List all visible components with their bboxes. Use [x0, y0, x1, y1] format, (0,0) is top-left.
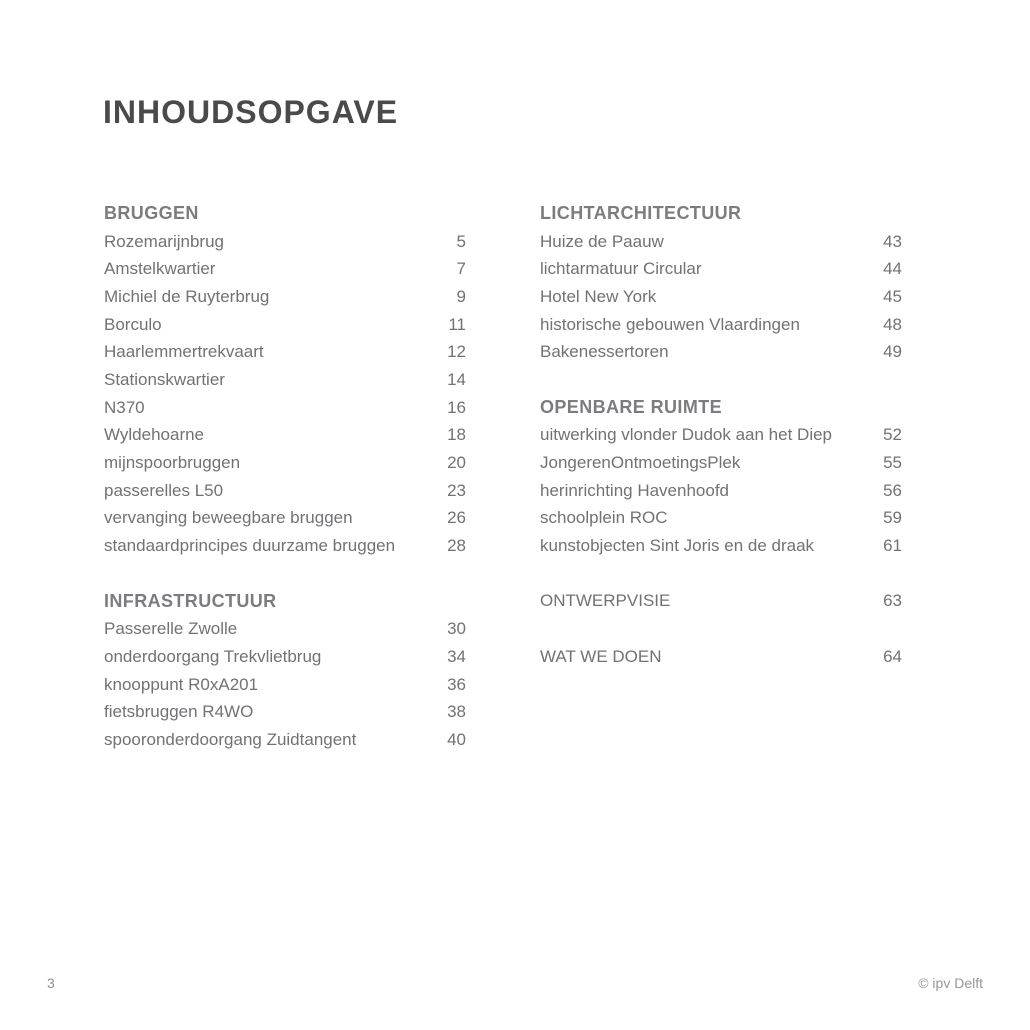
toc-entry[interactable] — [540, 422, 902, 450]
toc-entry[interactable] — [104, 338, 466, 366]
toc-column-right — [540, 200, 902, 671]
toc-entry-label: lichtarmatuur Circular — [540, 259, 702, 279]
toc-entry-label: passerelles L50 — [104, 480, 224, 500]
toc-entry-page: 20 — [447, 453, 466, 473]
toc-entry-label: spooronderdoorgang Zuidtangent — [104, 729, 357, 749]
toc-entry-label: vervanging beweegbare bruggen — [104, 508, 353, 528]
toc-entry-label: fietsbruggen R4WO — [104, 702, 254, 722]
toc-section-header: BRUGGEN — [104, 203, 199, 224]
toc-entry-page: 23 — [447, 480, 466, 500]
toc-section-header: LICHTARCHITECTUUR — [540, 203, 742, 224]
toc-entry-page: 59 — [883, 508, 902, 528]
toc-entry[interactable] — [540, 283, 902, 311]
toc-entry-page: 34 — [447, 646, 466, 666]
toc-entry[interactable] — [104, 726, 466, 754]
toc-entry-label: N370 — [104, 397, 145, 417]
toc-entry-page: 52 — [883, 425, 902, 445]
toc-entry-page: 45 — [883, 286, 902, 306]
toc-entry-page: 5 — [456, 231, 466, 251]
toc-entry-label: Passerelle Zwolle — [104, 619, 238, 639]
toc-entry[interactable] — [104, 283, 466, 311]
toc-entry-label: Huize de Paauw — [540, 231, 664, 251]
toc-entry-page: 64 — [883, 646, 902, 666]
toc-entry-label: Bakenessertoren — [540, 342, 669, 362]
toc-entry-label: standaardprincipes duurzame bruggen — [104, 536, 396, 556]
toc-entry-page: 49 — [883, 342, 902, 362]
toc-entry-label: Michiel de Ruyterbrug — [104, 286, 270, 306]
toc-entry-page: 55 — [883, 453, 902, 473]
toc-column-left — [104, 200, 466, 754]
toc-entry[interactable] — [540, 643, 902, 671]
toc-entry[interactable] — [540, 338, 902, 366]
toc-entry-page: 30 — [447, 619, 466, 639]
toc-entry-label: onderdoorgang Trekvlietbrug — [104, 646, 322, 666]
toc-entry[interactable] — [104, 671, 466, 699]
toc-entry-label: kunstobjecten Sint Joris en de draak — [540, 536, 815, 556]
toc-entry[interactable] — [104, 643, 466, 671]
toc-entry[interactable] — [540, 505, 902, 533]
page-number: 3 — [47, 975, 55, 991]
toc-entry-page: 40 — [447, 729, 466, 749]
toc-section-header: OPENBARE RUIMTE — [540, 397, 723, 418]
toc-entry-page: 16 — [447, 397, 466, 417]
toc-entry-label: schoolplein ROC — [540, 508, 668, 528]
toc-entry[interactable] — [104, 505, 466, 533]
toc-entry-page: 12 — [447, 342, 466, 362]
toc-entry-page: 61 — [883, 536, 902, 556]
toc-entry-page: 38 — [447, 702, 466, 722]
toc-entry[interactable] — [104, 615, 466, 643]
toc-entry[interactable] — [104, 422, 466, 450]
toc-entry[interactable] — [104, 477, 466, 505]
toc-entry[interactable] — [104, 698, 466, 726]
toc-entry[interactable] — [540, 588, 902, 616]
toc-entry-page: 7 — [456, 259, 466, 279]
toc-entry-label: Stationskwartier — [104, 369, 225, 389]
toc-entry[interactable] — [104, 532, 466, 560]
toc-entry-page: 48 — [883, 314, 902, 334]
toc-entry[interactable] — [540, 311, 902, 339]
toc-section-spacer — [540, 560, 902, 588]
toc-entry[interactable] — [540, 449, 902, 477]
toc-entry-label: Rozemarijnbrug — [104, 231, 224, 251]
toc-entry[interactable] — [540, 532, 902, 560]
toc-section-spacer — [540, 366, 902, 394]
toc-entry-page: 26 — [447, 508, 466, 528]
toc-entry-page: 43 — [883, 231, 902, 251]
toc-entry[interactable] — [540, 255, 902, 283]
toc-entry-page: 56 — [883, 480, 902, 500]
toc-entry[interactable] — [104, 255, 466, 283]
toc-entry[interactable] — [104, 394, 466, 422]
toc-entry[interactable] — [104, 449, 466, 477]
toc-section-spacer — [540, 615, 902, 643]
toc-entry-label: Borculo — [104, 314, 162, 334]
toc-entry-label: knooppunt R0xA201 — [104, 674, 259, 694]
toc-entry[interactable] — [104, 228, 466, 256]
toc-entry-label: herinrichting Havenhoofd — [540, 480, 730, 500]
toc-entry-page: 63 — [883, 591, 902, 611]
toc-entry-label: historische gebouwen Vlaardingen — [540, 314, 800, 334]
toc-entry-page: 18 — [447, 425, 466, 445]
toc-entry[interactable] — [104, 366, 466, 394]
toc-entry-page: 9 — [456, 286, 466, 306]
toc-section-spacer — [104, 560, 466, 588]
toc-entry[interactable] — [540, 477, 902, 505]
toc-entry-label: Wyldehoarne — [104, 425, 205, 445]
toc-section-header: INFRASTRUCTUUR — [104, 590, 277, 611]
toc-entry-page: 44 — [883, 259, 902, 279]
toc-entry-label: JongerenOntmoetingsPlek — [540, 453, 741, 473]
toc-entry-label: WAT WE DOEN — [540, 646, 662, 666]
toc-entry-label: Amstelkwartier — [104, 259, 216, 279]
toc-entry-label: uitwerking vlonder Dudok aan het Diep — [540, 425, 833, 445]
toc-entry-page: 28 — [447, 536, 466, 556]
toc-entry-page: 11 — [448, 314, 466, 334]
toc-entry-label: mijnspoorbruggen — [104, 453, 241, 473]
toc-entry[interactable] — [104, 311, 466, 339]
toc-entry-label: ONTWERPVISIE — [540, 591, 671, 611]
copyright-notice: © ipv Delft — [918, 975, 983, 991]
toc-entry-page: 36 — [447, 674, 466, 694]
toc-entry-label: Haarlemmertrekvaart — [104, 342, 264, 362]
toc-entry-page: 14 — [447, 369, 466, 389]
toc-entry[interactable] — [540, 228, 902, 256]
toc-entry-label: Hotel New York — [540, 286, 657, 306]
page-title: INHOUDSOPGAVE — [103, 94, 399, 130]
